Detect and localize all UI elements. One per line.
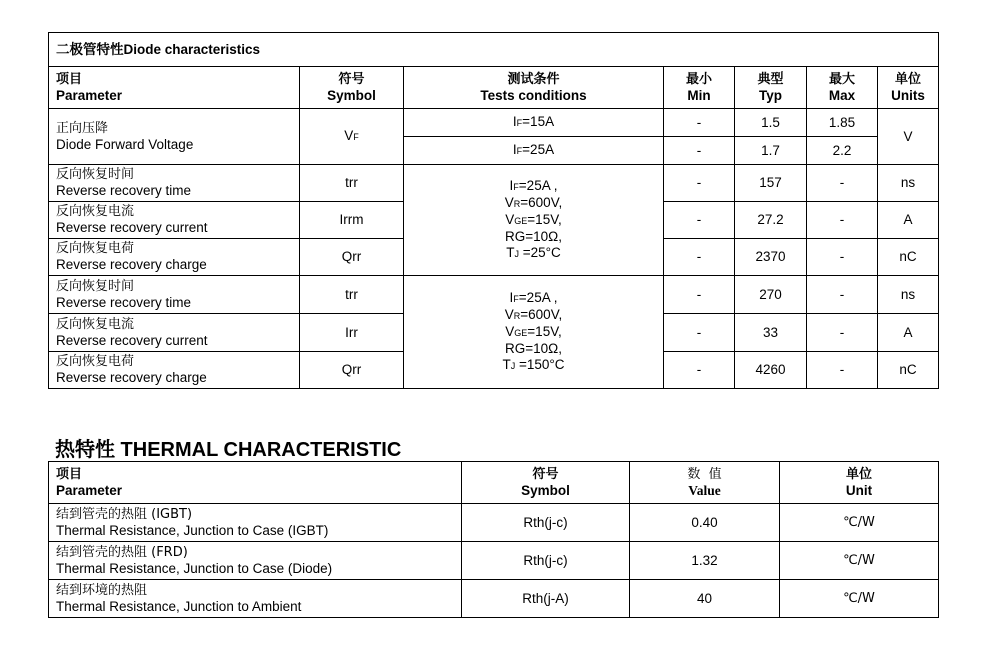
recovery-150c-unit-irr: A	[878, 314, 939, 352]
forward-unit: V	[878, 109, 939, 165]
recovery-150c-symbol-trr: trr	[300, 276, 404, 314]
recovery-25c-row-trr	[49, 165, 939, 202]
recovery-25c-typ-trr: 157	[735, 165, 807, 202]
forward-min-1: -	[664, 109, 735, 137]
recovery-25c-min-trr: -	[664, 165, 735, 202]
recovery-150c-min-irr: -	[664, 314, 735, 352]
thermal-value-frd: 1.32	[630, 542, 780, 580]
thermal-value-igbt: 0.40	[630, 504, 780, 542]
thermal-name-igbt: 结到管壳的热阻 (IGBT) Thermal Resistance, Junction to Case (IGBT)	[49, 504, 462, 542]
header-parameter: 项目 Parameter	[49, 67, 300, 109]
header-min: 最小 Min	[664, 67, 735, 109]
recovery-150c-unit-qrr: nC	[878, 352, 939, 389]
recovery-150c-conditions: IF=25A , VR=600V, VGE=15V, RG=10Ω, TJ =150°C	[404, 276, 664, 389]
forward-typ-1: 1.5	[735, 109, 807, 137]
forward-voltage-row-1	[49, 109, 939, 137]
thermal-unit-frd: ℃/W	[780, 542, 939, 580]
forward-voltage-name: 正向压降 Diode Forward Voltage	[49, 109, 300, 165]
recovery-25c-min-irrm: -	[664, 202, 735, 239]
recovery-150c-typ-trr: 270	[735, 276, 807, 314]
thermal-row-igbt	[49, 504, 939, 542]
recovery-25c-typ-irrm: 27.2	[735, 202, 807, 239]
header-units: 单位 Units	[878, 67, 939, 109]
thermal-name-ambient: 结到环境的热阻 Thermal Resistance, Junction to Ambient	[49, 580, 462, 618]
recovery-150c-unit-trr: ns	[878, 276, 939, 314]
recovery-25c-conditions: IF=25A , VR=600V, VGE=15V, RG=10Ω, TJ =25°C	[404, 165, 664, 276]
recovery-25c-name-qrr: 反向恢复电荷 Reverse recovery charge	[49, 239, 300, 276]
header-typ: 典型 Typ	[735, 67, 807, 109]
thermal-name-frd: 结到管壳的热阻 (FRD) Thermal Resistance, Junction to Case (Diode)	[49, 542, 462, 580]
forward-typ-2: 1.7	[735, 137, 807, 165]
thermal-heading: 热特性 THERMAL CHARACTERISTIC	[55, 439, 402, 461]
recovery-25c-name-irrm: 反向恢复电流 Reverse recovery current	[49, 202, 300, 239]
recovery-150c-name-trr: 反向恢复时间 Reverse recovery time	[49, 276, 300, 314]
recovery-25c-min-qrr: -	[664, 239, 735, 276]
thermal-value-ambient: 40	[630, 580, 780, 618]
recovery-25c-unit-irrm: A	[878, 202, 939, 239]
header-max: 最大 Max	[807, 67, 878, 109]
recovery-150c-symbol-irr: Irr	[300, 314, 404, 352]
recovery-25c-unit-qrr: nC	[878, 239, 939, 276]
thermal-characteristic-table	[48, 461, 939, 618]
forward-voltage-symbol: VF	[300, 109, 404, 165]
recovery-25c-symbol-irrm: Irrm	[300, 202, 404, 239]
recovery-25c-max-trr: -	[807, 165, 878, 202]
recovery-150c-max-trr: -	[807, 276, 878, 314]
thermal-header-value: 数 值 Value	[630, 462, 780, 504]
thermal-row-ambient	[49, 580, 939, 618]
recovery-150c-name-qrr: 反向恢复电荷 Reverse recovery charge	[49, 352, 300, 389]
thermal-symbol-igbt: Rth(j-c)	[462, 504, 630, 542]
forward-min-2: -	[664, 137, 735, 165]
recovery-150c-symbol-qrr: Qrr	[300, 352, 404, 389]
recovery-150c-max-qrr: -	[807, 352, 878, 389]
recovery-150c-max-irr: -	[807, 314, 878, 352]
diode-table-title: 二极管特性Diode characteristics	[49, 33, 939, 67]
thermal-header-unit: 单位 Unit	[780, 462, 939, 504]
diode-header-row	[49, 67, 939, 109]
header-test-conditions: 测试条件 Tests conditions	[404, 67, 664, 109]
recovery-150c-name-irr: 反向恢复电流 Reverse recovery current	[49, 314, 300, 352]
thermal-unit-ambient: ℃/W	[780, 580, 939, 618]
thermal-unit-igbt: ℃/W	[780, 504, 939, 542]
diode-characteristics-table	[48, 32, 939, 389]
thermal-header-parameter: 项目 Parameter	[49, 462, 462, 504]
forward-condition-2: IF=25A	[404, 137, 664, 165]
recovery-25c-name-trr: 反向恢复时间 Reverse recovery time	[49, 165, 300, 202]
recovery-150c-typ-qrr: 4260	[735, 352, 807, 389]
thermal-symbol-ambient: Rth(j-A)	[462, 580, 630, 618]
forward-max-1: 1.85	[807, 109, 878, 137]
recovery-25c-symbol-trr: trr	[300, 165, 404, 202]
forward-max-2: 2.2	[807, 137, 878, 165]
recovery-25c-max-qrr: -	[807, 239, 878, 276]
recovery-25c-max-irrm: -	[807, 202, 878, 239]
thermal-row-frd	[49, 542, 939, 580]
thermal-symbol-frd: Rth(j-c)	[462, 542, 630, 580]
recovery-150c-row-trr	[49, 276, 939, 314]
thermal-header-symbol: 符号 Symbol	[462, 462, 630, 504]
recovery-150c-typ-irr: 33	[735, 314, 807, 352]
recovery-25c-typ-qrr: 2370	[735, 239, 807, 276]
recovery-150c-min-trr: -	[664, 276, 735, 314]
recovery-150c-min-qrr: -	[664, 352, 735, 389]
recovery-25c-symbol-qrr: Qrr	[300, 239, 404, 276]
thermal-header-row	[49, 462, 939, 504]
forward-condition-1: IF=15A	[404, 109, 664, 137]
header-symbol: 符号 Symbol	[300, 67, 404, 109]
recovery-25c-unit-trr: ns	[878, 165, 939, 202]
